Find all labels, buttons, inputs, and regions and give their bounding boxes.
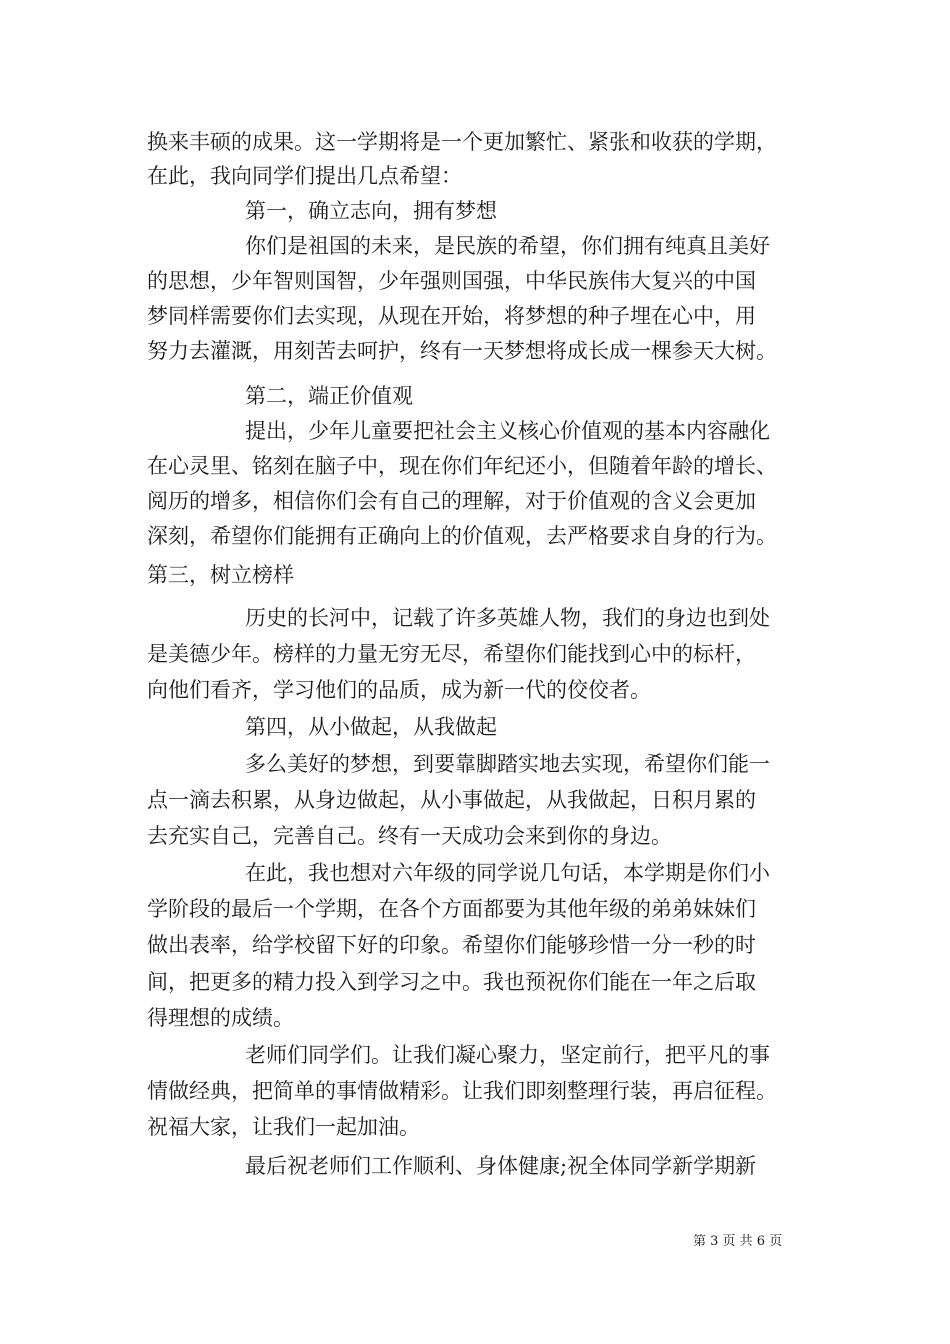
paragraph-line: 间，把更多的精力投入到学习之中。我也预祝你们能在一年之后取 [147, 970, 756, 994]
paragraph-line: 得理想的成绩。 [147, 1006, 294, 1030]
paragraph-line: 的思想，少年智则国智，少年强则国强，中华民族伟大复兴的中国 [147, 269, 756, 293]
page-footer [0, 1232, 950, 1252]
section-heading-2: 第二，端正价值观 [245, 384, 413, 408]
paragraph-line: 向他们看齐，学习他们的品质，成为新一代的佼佼者。 [147, 678, 651, 702]
paragraph-line: 点一滴去积累，从身边做起，从小事做起，从我做起，日积月累的 [147, 788, 756, 812]
paragraph-line: 老师们同学们。让我们凝心聚力，坚定前行，把平凡的事 [245, 1043, 770, 1067]
paragraph-line: 是美德少年。榜样的力量无穷无尽，希望你们能找到心中的标杆， [147, 642, 756, 666]
paragraph-line: 情做经典，把简单的事情做精彩。让我们即刻整理行装，再启征程。 [147, 1079, 777, 1103]
paragraph-line: 努力去灌溉，用刻苦去呵护，终有一天梦想将成长成一棵参天大树。 [147, 339, 777, 363]
section-heading-1: 第一，确立志向，拥有梦想 [245, 199, 497, 223]
section-heading-4: 第四，从小做起，从我做起 [245, 715, 497, 739]
section-heading-3: 第三，树立榜样 [147, 563, 294, 587]
paragraph-line: 提出，少年儿童要把社会主义核心价值观的基本内容融化 [245, 419, 770, 443]
paragraph-line: 在此，我也想对六年级的同学说几句话，本学期是你们小 [245, 861, 770, 885]
paragraph-line: 做出表率，给学校留下好的印象。希望你们能够珍惜一分一秒的时 [147, 933, 756, 957]
paragraph-line: 深刻，希望你们能拥有正确向上的价值观，去严格要求自身的行为。 [147, 524, 777, 548]
paragraph-line: 去充实自己，完善自己。终有一天成功会来到你的身边。 [147, 824, 672, 848]
paragraph-line: 在此，我向同学们提出几点希望： [147, 164, 462, 188]
paragraph-line: 梦同样需要你们去实现，从现在开始，将梦想的种子埋在心中，用 [147, 304, 756, 328]
paragraph-line: 你们是祖国的未来，是民族的希望，你们拥有纯真且美好 [245, 234, 770, 258]
paragraph-line: 祝福大家，让我们一起加油。 [147, 1115, 420, 1139]
paragraph-line: 换来丰硕的成果。这一学期将是一个更加繁忙、紧张和收获的学期， [147, 130, 777, 154]
page-number: 第 3 页 共 6 页 [693, 1234, 783, 1249]
paragraph-line: 历史的长河中，记载了许多英雄人物，我们的身边也到处 [245, 606, 770, 630]
paragraph-line: 最后祝老师们工作顺利、身体健康;祝全体同学新学期新 [245, 1154, 757, 1178]
paragraph-line: 在心灵里、铭刻在脑子中，现在你们年纪还小，但随着年龄的增长、 [147, 454, 777, 478]
paragraph-line: 学阶段的最后一个学期，在各个方面都要为其他年级的弟弟妹妹们 [147, 897, 756, 921]
paragraph-line: 阅历的增多，相信你们会有自己的理解，对于价值观的含义会更加 [147, 489, 756, 513]
paragraph-line: 多么美好的梦想，到要靠脚踏实地去实现，希望你们能一 [245, 752, 770, 776]
